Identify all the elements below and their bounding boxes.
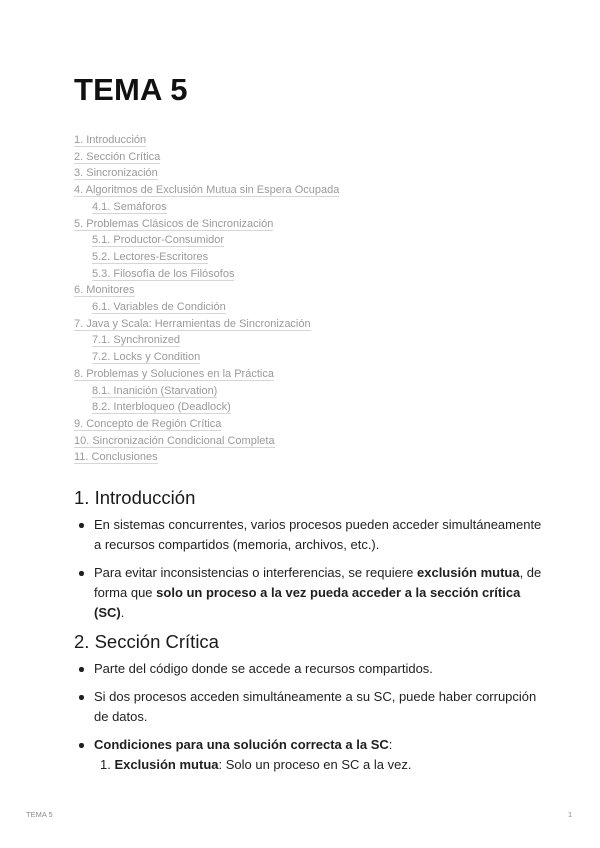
bullet-text: En sistemas concurrentes, varios procesos pueden acceder simultáneamente a recursos compartidos (memoria, archivos, etc.). [94,517,542,552]
toc-item[interactable] [74,184,339,196]
list-item [74,735,544,755]
section-2-bullet-list [74,659,544,763]
toc-link[interactable]: 2. Sección Crítica [74,150,161,163]
toc-item[interactable] [74,451,158,463]
footer-page-number: 1 [568,810,573,819]
toc-item[interactable] [74,318,311,330]
toc-item[interactable] [74,284,135,296]
section-heading-seccion-critica: 2. Sección Crítica [74,631,219,652]
list-text: : Solo un proceso en SC a la vez. [218,757,412,772]
toc-link[interactable]: 10. Sincronización Condicional Completa [74,434,275,447]
toc-item[interactable] [92,385,217,397]
toc-item[interactable] [92,234,224,246]
toc-link[interactable]: 5. Problemas Clásicos de Sincronización [74,217,274,230]
bold-text: Condiciones para una solución correcta a la SC [94,737,389,752]
toc-item[interactable] [92,334,180,346]
toc-item[interactable] [74,418,221,430]
list-item [74,659,544,679]
list-item [100,755,540,775]
list-item [74,515,544,555]
toc-link[interactable]: 6.1. Variables de Condición [92,301,226,313]
toc-link[interactable]: 7.2. Locks y Condition [92,351,201,364]
bullet-text: Si dos procesos acceden simultáneamente a su SC, puede haber corrupción de datos. [94,689,537,724]
toc-link[interactable]: 9. Concepto de Región Crítica [74,417,222,430]
footer-document-title: TEMA 5 [26,810,53,819]
toc-item[interactable] [74,218,273,230]
toc-link[interactable]: 5.3. Filosofía de los Filósofos [92,267,235,280]
page-title: TEMA 5 [74,72,188,107]
bold-text: exclusión mutua [417,565,520,580]
toc-item[interactable] [74,435,275,447]
toc-item[interactable] [92,351,200,363]
toc-link[interactable]: 8. Problemas y Soluciones en la Práctica [74,367,274,380]
toc-item[interactable] [92,401,231,413]
toc-item[interactable] [92,251,208,263]
conditions-numbered-list [100,755,540,775]
toc-link[interactable]: 6. Monitores [74,284,135,297]
toc-link[interactable]: 5.1. Productor-Consumidor [92,234,225,247]
toc-item[interactable] [74,134,146,146]
toc-item[interactable] [74,368,274,380]
list-number: 1. [100,757,111,772]
bold-text: solo un proceso a la vez pueda acceder a la sección crítica (SC) [94,585,521,620]
bullet-text: : [388,737,393,752]
toc-link[interactable]: 3. Sincronización [74,167,158,180]
bullet-text: , de forma que [94,565,542,600]
list-item [74,687,544,727]
toc-link[interactable]: 7. Java y Scala: Herramientas de Sincronización [74,317,311,330]
bold-text: Exclusión mutua [114,757,219,772]
section-1-bullet-list [74,515,544,631]
toc-link[interactable]: 8.2. Interbloqueo (Deadlock) [92,401,231,414]
toc-item[interactable] [74,167,158,179]
toc-link[interactable]: 4. Algoritmos de Exclusión Mutua sin Espera Ocupada [74,184,340,197]
toc-item[interactable] [92,301,226,313]
toc-item[interactable] [74,151,160,163]
toc-link[interactable]: 7.1. Synchronized [92,334,181,347]
toc-item[interactable] [92,201,167,213]
toc-link[interactable]: 1. Introducción [74,134,147,146]
bullet-text: . [120,605,125,620]
section-heading-introduccion: 1. Introducción [74,487,196,508]
toc-link[interactable]: 5.2. Lectores-Escritores [92,250,209,263]
list-item [74,563,544,623]
bullet-text: Para evitar inconsistencias o interferencias, se requiere [94,565,417,580]
toc-link[interactable]: 11. Conclusiones [74,451,158,464]
toc-link[interactable]: 4.1. Semáforos [92,200,167,213]
bullet-text: Parte del código donde se accede a recursos compartidos. [94,661,433,676]
toc-item[interactable] [92,268,234,280]
toc-link[interactable]: 8.1. Inanición (Starvation) [92,384,218,397]
